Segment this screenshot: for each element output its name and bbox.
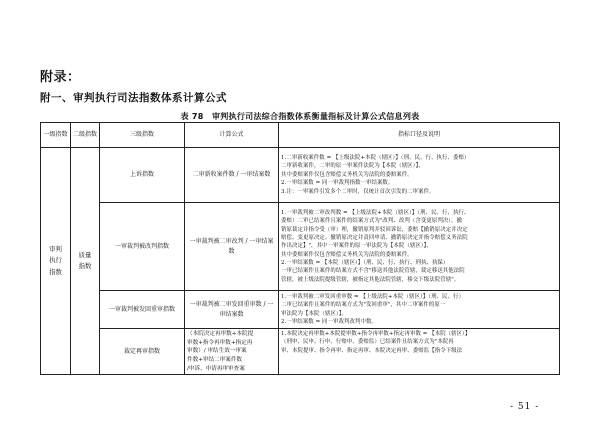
description-line: 二审新收案件，二审的原一审案件法院为【本院（辖区）】， bbox=[281, 163, 424, 170]
formula-line: （本院决定再审数+本院提 bbox=[187, 331, 254, 337]
level3-cell: 一审裁判被改判指数 bbox=[100, 203, 185, 291]
description-line: 1.一审裁判被二审发回重审数 = 【上级法院+本院（辖区）】（刑、民、行） bbox=[281, 293, 465, 300]
level3-cell: 裁定再审指数 bbox=[100, 329, 185, 375]
description-line: 管辖，被上级法院提级管辖，被指定其他法院管辖，移交下级法院管辖"。 bbox=[281, 276, 460, 283]
description-line: 其中委赔案件仅包含赔偿义务机关为法院的委赔案件。 bbox=[281, 171, 413, 178]
table-row bbox=[41, 291, 560, 329]
indicator-table bbox=[40, 122, 560, 375]
description-line: 1.二审新收案件数 = 【上级法院+本院（辖区）】（刑、民、行、执行、委赔） bbox=[281, 155, 470, 162]
section-title: 附一、审判执行司法指数体系计算公式 bbox=[40, 92, 227, 104]
table-row bbox=[41, 329, 560, 375]
description-line: 2.一审结案数 = 同一审裁判指数一审结案数。 bbox=[281, 180, 394, 187]
table-header-row bbox=[41, 123, 560, 148]
formula-line: /申诉、申请再审审查案 bbox=[187, 365, 245, 372]
table-row bbox=[41, 148, 560, 203]
level2-cell bbox=[71, 148, 100, 375]
description-line: 一审已结案件且案件的结案方式不含"移送其他法院管辖，裁定移送其他法院 bbox=[281, 268, 465, 275]
formula-cell: 二审新收案件数 / 一审结案数 bbox=[185, 148, 279, 203]
formula-cell: 一审裁判被二审改判 / 一审结案数 bbox=[185, 203, 279, 291]
formula-cell bbox=[185, 329, 279, 375]
formula-line: 件数+审结二审案件数 bbox=[187, 356, 243, 363]
description-line: 委赔）二审已结案件且案件的结案方式为"改判、改判（含变更原判决），撤 bbox=[281, 218, 463, 225]
appendix-title: 附录： bbox=[40, 70, 81, 85]
level1-cell bbox=[41, 148, 71, 375]
table-row bbox=[41, 203, 560, 291]
formula-cell: 一审裁判被二审发回重审数 / 一审结案数 bbox=[185, 291, 279, 329]
description-line: 销原裁定并指令受（审）理，撤销原判并驳回诉讼，委赔【撤销原决定并决定 bbox=[281, 226, 468, 233]
description-line: （刑申、民申、行申、行赔申、委赔监）已结案件且结案方式为"本院再 bbox=[281, 339, 454, 346]
description-line: 2.一审结案数 = 【本院（辖区）】（刑、民、行、执行、刑执、执保） bbox=[281, 260, 449, 267]
header-formula: 计算公式 bbox=[185, 123, 279, 148]
description-line: 赔偿、变更原决定、撤销原决定并责回申请、撤销原决定并指令赔偿义务法院 bbox=[281, 234, 468, 241]
formula-line: 审数+指令再审数+指定再 bbox=[187, 339, 253, 346]
description-line: 2.一审结案数 = 同一审裁判改判中数。 bbox=[281, 318, 377, 325]
description-line: 审、本院提审、指令再审、指定再审、本院决定再审、委赔监【指令下级法 bbox=[281, 347, 463, 354]
level3-cell: 上诉指数 bbox=[100, 148, 185, 203]
description-line: 3.注：一审案件引发多个二审时，仅统计首次引发的二审案件。 bbox=[281, 188, 435, 195]
header-level1: 一级指数 bbox=[41, 123, 71, 148]
description-cell bbox=[279, 148, 560, 203]
level1-name: 审判执行指数 bbox=[49, 244, 62, 276]
description-cell bbox=[279, 203, 560, 291]
description-line: 其中委赔案件仅包含赔偿义务机关为法院的委赔案件。 bbox=[281, 251, 413, 258]
page-number: - 51 - bbox=[510, 402, 540, 412]
formula-line: 审数）/ 审结生效一审案 bbox=[187, 348, 247, 355]
table-caption: 表 78 审判执行司法综合指数体系衡量指标及计算公式信息列表 bbox=[180, 112, 420, 121]
description-line: 1.本院决定再审数+本院提审数+指令再审数+指定再审数 = 【本院（辖区）】 bbox=[281, 331, 471, 337]
header-description: 指标口径及说明 bbox=[279, 123, 560, 148]
header-level3: 三级指数 bbox=[100, 123, 185, 148]
description-line: 作出决定】"，其中一审案件的原一审法院为【本院（辖区）】， bbox=[281, 243, 432, 250]
description-line: 1.一审裁判被二审改判数 = 【上级法院+本院（辖区）】（刑、民、行、执行、 bbox=[281, 209, 470, 216]
level3-cell: 一审裁判被发回重审指数 bbox=[100, 291, 185, 329]
description-line: 审法院为【本院（辖区）】。 bbox=[281, 310, 347, 317]
description-line: 二审已结案件且案件的结案方式为"发回重审"，其中二审案件的原一 bbox=[281, 302, 446, 309]
description-cell bbox=[279, 329, 560, 375]
description-cell bbox=[279, 291, 560, 329]
header-level2: 二级指数 bbox=[71, 123, 100, 148]
level2-name: 质量指数 bbox=[78, 250, 92, 271]
